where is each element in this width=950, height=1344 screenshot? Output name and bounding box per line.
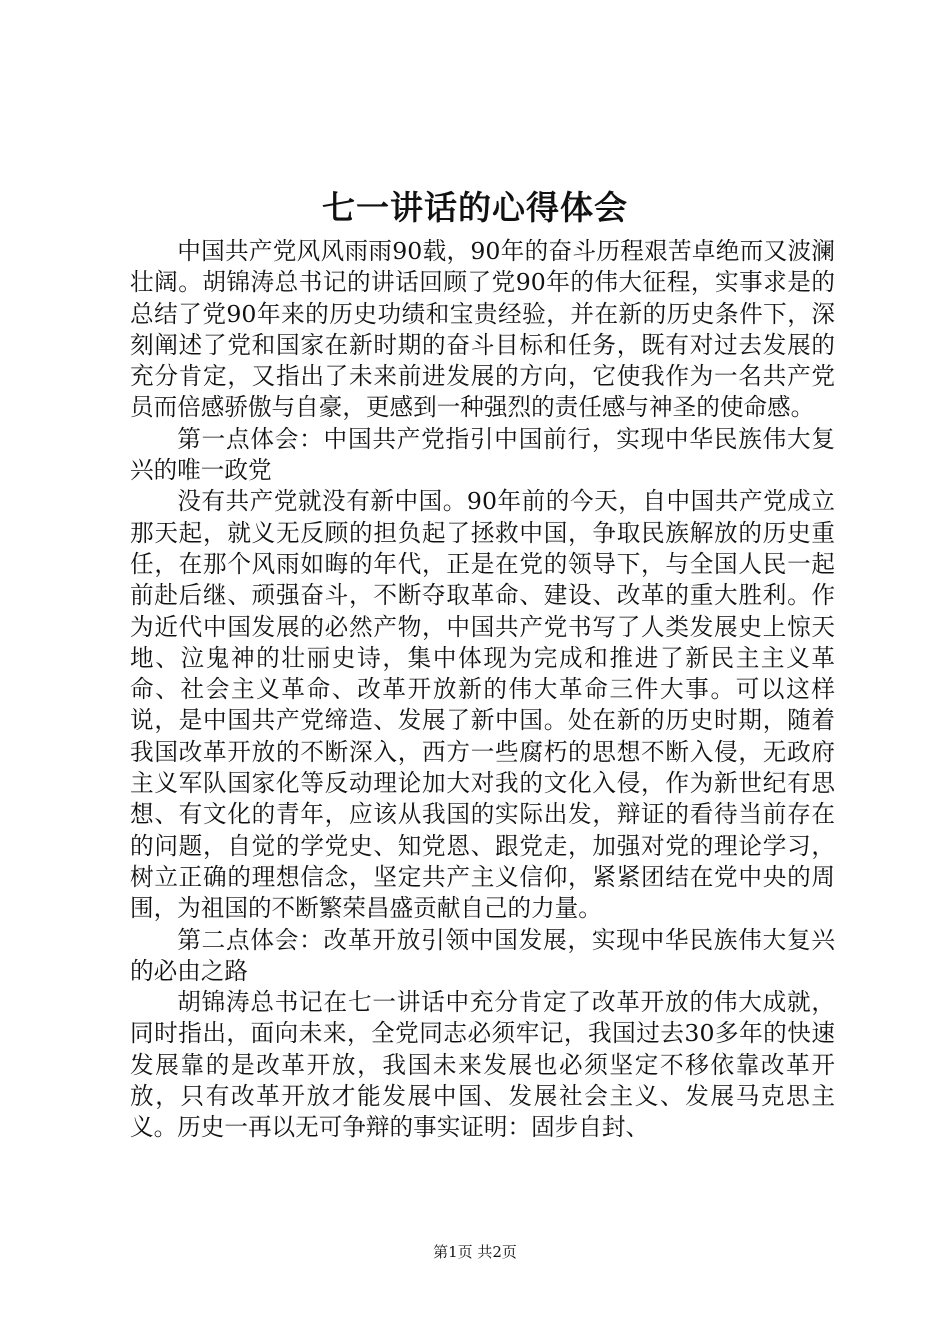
paragraph-heading-2: 第二点体会：改革开放引领中国发展，实现中华民族伟大复兴的必由之路: [130, 925, 835, 985]
paragraph-point-1: 没有共产党就没有新中国。90年前的今天，自中国共产党成立那天起，就义无反顾的担负起了拯救中国，争取民族解放的历史重任，在那个风雨如晦的年代，正是在党的领导下，与全国人民一起前赴后继、顽强奋斗，不断夺取革命、建设、改革的重大胜利。作为近代中国发展的必然产物，中国共产党书写了人类发展史上惊天地、泣鬼神的壮丽史诗，集中体现为完成和推进了新民主主义革命、社会主义革命、改革开放新的伟大革命三件大事。可以这样说，是中国共产党缔造、发展了新中国。处在新的历史时期，随着我国改革开放的不断深入，西方一些腐朽的思想不断入侵，无政府主义军队国家化等反动理论加大对我的文化入侵，作为新世纪有思想、有文化的青年，应该从我国的实际出发，辩证的看待当前存在的问题，自觉的学党史、知党恩、跟党走，加强对党的理论学习，树立正确的理想信念，坚定共产主义信仰，紧紧团结在党中央的周围，为祖国的不断繁荣昌盛贡献自己的力量。: [130, 487, 835, 923]
page-number-footer: 第1页 共2页: [433, 1243, 517, 1261]
paragraph-point-2: 胡锦涛总书记在七一讲话中充分肯定了改革开放的伟大成就，同时指出，面向未来，全党同志必须牢记，我国过去30多年的快速发展靠的是改革开放，我国未来发展也必须坚定不移依靠改革开放，只有改革开放才能发展中国、发展社会主义、发展马克思主义。历史一再以无可争辩的事实证明：固步自封、: [130, 988, 835, 1142]
paragraph-heading-1: 第一点体会：中国共产党指引中国前行，实现中华民族伟大复兴的唯一政党: [130, 424, 835, 485]
paragraph-intro: 中国共产党风风雨雨90载，90年的奋斗历程艰苦卓绝而又波澜壮阔。胡锦涛总书记的讲话回顾了党90年的伟大征程，实事求是的总结了党90年来的历史功绩和宝贵经验，并在新的历史条件下，深刻阐述了党和国家在新时期的奋斗目标和任务，既有对过去发展的充分肯定，又指出了未来前进发展的方向，它使我作为一名共产党员而倍感骄傲与自豪，更感到一种强烈的责任感与神圣的使命感。: [130, 237, 835, 422]
document-title: 七一讲话的心得体会: [322, 188, 628, 227]
document-body: [130, 236, 835, 1144]
